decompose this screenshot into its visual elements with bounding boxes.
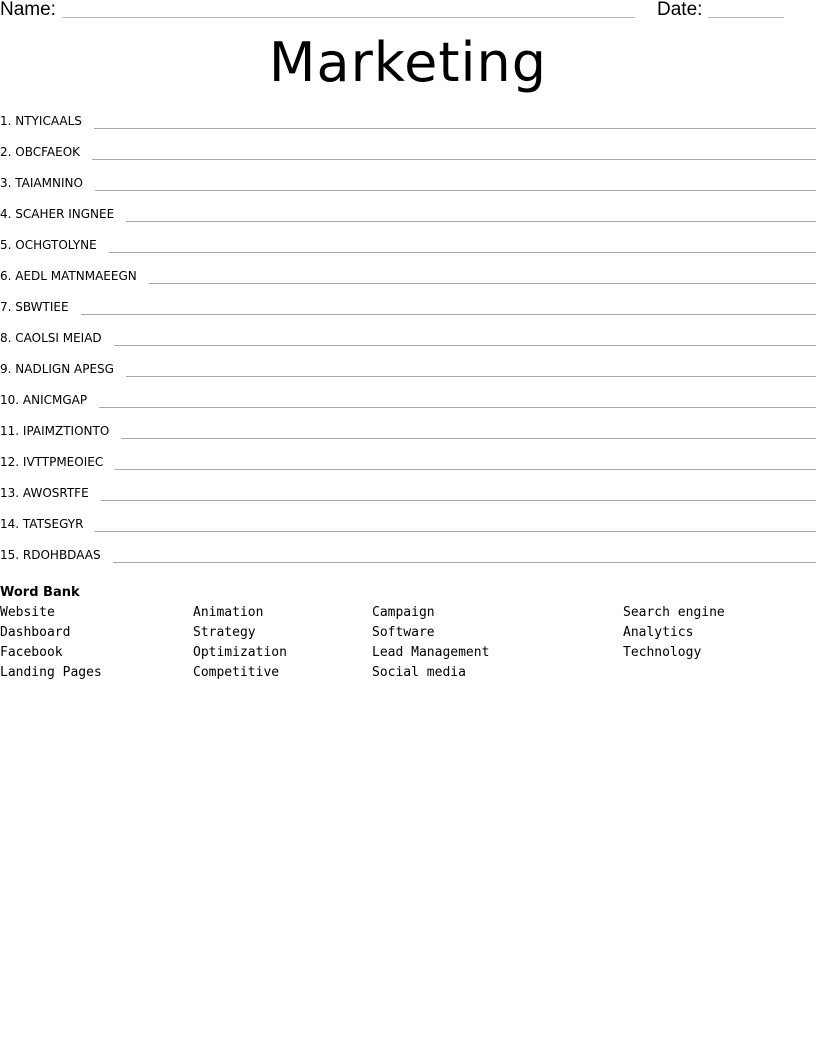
word-bank-word: Competitive xyxy=(193,665,280,680)
scrambled-word: 3. TAIAMNINO xyxy=(0,176,83,190)
answer-line[interactable] xyxy=(95,514,816,532)
answer-line[interactable] xyxy=(81,297,816,315)
scrambled-word: 9. NADLIGN APESG xyxy=(0,362,114,376)
scrambled-word: 5. OCHGTOLYNE xyxy=(0,238,97,252)
name-label: Name: xyxy=(0,0,56,20)
date-label: Date: xyxy=(657,0,703,20)
word-bank-word: Lead Management xyxy=(372,645,490,660)
answer-line[interactable] xyxy=(95,173,816,191)
scrambled-word: 4. SCAHER INGNEE xyxy=(0,207,115,221)
worksheet-header xyxy=(0,0,816,24)
page-title: Marketing xyxy=(268,31,548,94)
question-item xyxy=(0,328,816,359)
answer-line[interactable] xyxy=(115,452,816,470)
question-item xyxy=(0,204,816,235)
name-field-line[interactable] xyxy=(62,17,635,18)
word-bank-word: Landing Pages xyxy=(0,665,102,680)
scrambled-word: 1. NTYICAALS xyxy=(0,114,82,128)
answer-line[interactable] xyxy=(126,204,816,222)
word-bank-word: Dashboard xyxy=(0,625,71,640)
word-bank-word: Strategy xyxy=(193,625,256,640)
answer-line[interactable] xyxy=(126,359,816,377)
answer-line[interactable] xyxy=(149,266,816,284)
answer-line[interactable] xyxy=(92,142,816,160)
question-item xyxy=(0,173,816,204)
word-bank xyxy=(0,583,816,683)
question-item xyxy=(0,235,816,266)
word-bank-word: Technology xyxy=(623,645,702,660)
question-item xyxy=(0,545,816,576)
scrambled-word: 2. OBCFAEOK xyxy=(0,145,81,159)
word-bank-title: Word Bank xyxy=(0,585,80,600)
date-field-line[interactable] xyxy=(708,17,784,18)
scrambled-word: 6. AEDL MATNMAEEGN xyxy=(0,269,137,283)
word-bank-word: Social media xyxy=(372,665,466,680)
answer-line[interactable] xyxy=(109,235,816,253)
scrambled-word: 15. RDOHBDAAS xyxy=(0,548,101,562)
word-bank-grid xyxy=(0,603,816,683)
question-item xyxy=(0,483,816,514)
scrambled-word: 11. IPAIMZTIONTO xyxy=(0,424,110,438)
scrambled-word: 8. CAOLSI MEIAD xyxy=(0,331,102,345)
answer-line[interactable] xyxy=(121,421,816,439)
word-bank-word: Analytics xyxy=(623,625,694,640)
question-item xyxy=(0,359,816,390)
question-item xyxy=(0,111,816,142)
answer-line[interactable] xyxy=(94,111,816,129)
scrambled-word: 14. TATSEGYR xyxy=(0,517,84,531)
question-item xyxy=(0,142,816,173)
answer-line[interactable] xyxy=(114,328,816,346)
question-item xyxy=(0,297,816,328)
question-item xyxy=(0,514,816,545)
question-item xyxy=(0,266,816,297)
word-bank-word: Campaign xyxy=(372,605,435,620)
scrambled-word: 12. IVTTPMEOIEC xyxy=(0,455,104,469)
word-bank-word: Search engine xyxy=(623,605,725,620)
word-bank-word: Animation xyxy=(193,605,264,620)
word-bank-word: Optimization xyxy=(193,645,287,660)
word-bank-word: Website xyxy=(0,605,55,620)
answer-line[interactable] xyxy=(99,390,816,408)
word-bank-word: Software xyxy=(372,625,435,640)
scrambled-word: 7. SBWTIEE xyxy=(0,300,69,314)
scrambled-word: 13. AWOSRTFE xyxy=(0,486,89,500)
answer-line[interactable] xyxy=(101,483,816,501)
scramble-question-list xyxy=(0,111,816,576)
question-item xyxy=(0,452,816,483)
word-bank-word: Facebook xyxy=(0,645,63,660)
question-item xyxy=(0,390,816,421)
scrambled-word: 10. ANICMGAP xyxy=(0,393,88,407)
question-item xyxy=(0,421,816,452)
answer-line[interactable] xyxy=(113,545,816,563)
